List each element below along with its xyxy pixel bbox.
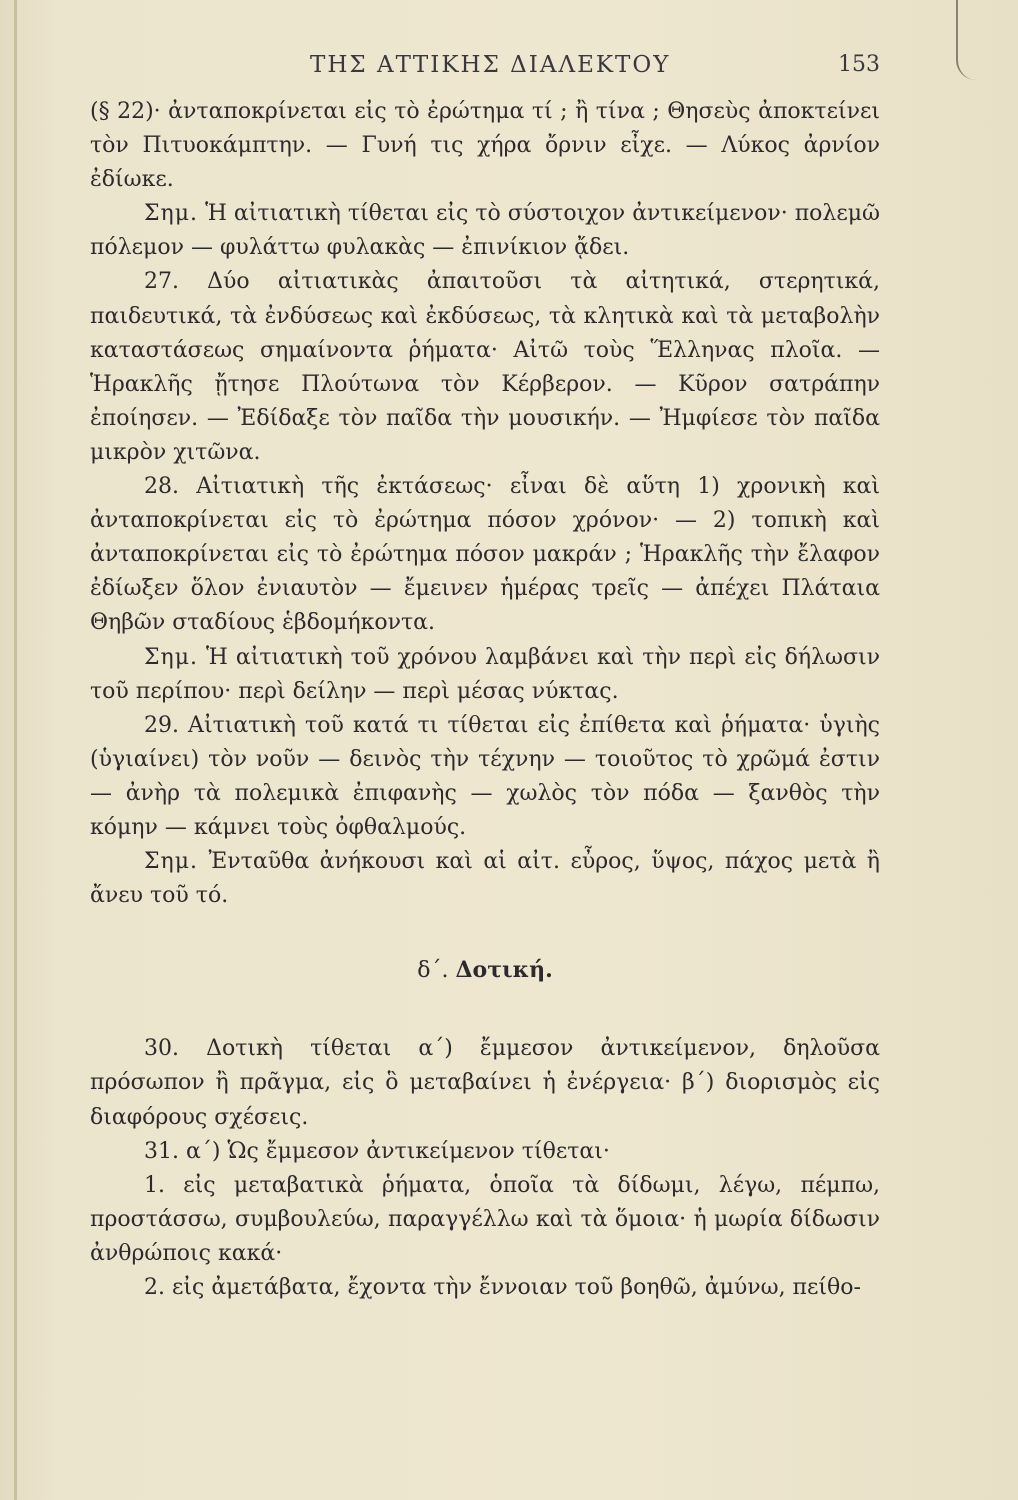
note-label: Σημ. xyxy=(144,201,199,227)
paragraph-29: 29. Αἰτιατικὴ τοῦ κατά τι τίθεται εἰς ἐπίθετα καὶ ῥήματα· ὑγιὴς (ὑγιαίνει) τὸν νοῦν — δεινὸς τὴν τέχνην — τοιοῦτος τὸ χρῶμά ἐστιν — ἀνὴρ τὰ πολεμικὰ ἐπιφανὴς — χωλὸς τὸν πόδα — ξανθὸς τὴν κόμην — κάμνει τοὺς ὀφθαλμούς. xyxy=(90,712,880,840)
paragraph-30: 30. Δοτικὴ τίθεται α΄) ἔμμεσον ἀντικείμενον, δηλοῦσα πρόσωπον ἢ πρᾶγμα, εἰς ὃ μεταβαίνει ἡ ἐνέργεια· β΄) διορισμὸς εἰς διαφόρους σχέσεις. xyxy=(90,1036,880,1130)
note-text: Ἐνταῦθα ἀνήκουσι καὶ αἱ αἰτ. εὖρος, ὕψος, πάχος μετὰ ἢ ἄνευ τοῦ τό. xyxy=(90,849,880,909)
section-heading xyxy=(90,953,880,988)
section-number: δ΄. xyxy=(417,958,449,984)
running-head: ΤΗΣ ΑΤΤΙΚΗΣ ΔΙΑΛΕΚΤΟΥ xyxy=(310,52,671,78)
paragraph-31: 31. α΄) Ὡς ἔμμεσον ἀντικείμενον τίθεται· xyxy=(144,1138,610,1164)
page-number: 153 xyxy=(838,52,880,77)
note-paragraph-1 xyxy=(90,197,880,265)
section-title: Δοτική. xyxy=(455,957,553,984)
paragraph-31-item-1: 1. εἰς μεταβατικὰ ῥήματα, ὁποῖα τὰ δίδωμι, λέγω, πέμπω, προστάσσω, συμβουλεύω, παραγγέλλω καὶ τὰ ὅμοια· ἡ μωρία δίδωσιν ἀνθρώποις κακά· xyxy=(90,1172,880,1266)
paragraph-27: 27. Δύο αἰτιατικὰς ἀπαιτοῦσι τὰ αἰτητικά, στερητικά, παιδευτικά, τὰ ἐνδύσεως καὶ ἐκδύσεως, τὰ κλητικὰ καὶ τὰ μεταβολὴν καταστάσεως σημαίνοντα ῥήματα· Αἰτῶ τοὺς Ἕλληνας πλοῖα. — Ἡρακλῆς ᾔτησε Πλούτωνα τὸν Κέρβερον. — Κῦρον σατράπην ἐποίησεν. — Ἐδίδαξε τὸν παῖδα τὴν μουσικήν. — Ἠμφίεσε τὸν παῖδα μικρὸν χιτῶνα. xyxy=(90,269,880,465)
paragraph-31-item-2: 2. εἰς ἀμετάβατα, ἔχοντα τὴν ἔννοιαν τοῦ βοηθῶ, ἀμύνω, πείθο- xyxy=(144,1275,861,1300)
note-paragraph-3 xyxy=(90,845,880,913)
binding-edge xyxy=(14,0,17,1500)
paragraph-28: 28. Αἰτιατικὴ τῆς ἐκτάσεως· εἶναι δὲ αὕτη 1) χρονικὴ καὶ ἀνταποκρίνεται εἰς τὸ ἐρώτημα πόσον χρόνον· — 2) τοπικὴ καὶ ἀνταποκρίνεται εἰς τὸ ἐρώτημα πόσον μακράν ; Ἡρακλῆς τὴν ἔλαφον ἐδίωξεν ὅλον ἐνιαυτὸν — ἔμεινεν ἡμέρας τρεῖς — ἀπέχει Πλάταια Θηβῶν σταδίους ἑβδομήκοντα. xyxy=(90,474,880,636)
note-label: Σημ. xyxy=(144,849,199,875)
paragraph-intro: (§ 22)· ἀνταποκρίνεται εἰς τὸ ἐρώτημα τί ; ἢ τίνα ; Θησεὺς ἀποκτείνει τὸν Πιτυοκάμπτην. — Γυνή τις χήρα ὄρνιν εἶχε. — Λύκος ἀρνίον ἐδίωκε. xyxy=(90,99,880,193)
page-body xyxy=(90,95,880,1305)
note-text: Ἡ αἰτιατικὴ τίθεται εἰς τὸ σύστοιχον ἀντικείμενον· πολεμῶ πόλεμον — φυλάττω φυλακὰς — ἐπινίκιον ᾄδει. xyxy=(90,201,880,261)
page-header xyxy=(90,52,880,92)
note-paragraph-2 xyxy=(90,641,880,709)
page-edge-curl xyxy=(956,0,978,80)
note-text: Ἡ αἰτιατικὴ τοῦ χρόνου λαμβάνει καὶ τὴν περὶ εἰς δήλωσιν τοῦ περίπου· περὶ δείλην — περὶ μέσας νύκτας. xyxy=(90,644,880,704)
note-label: Σημ. xyxy=(144,644,199,670)
